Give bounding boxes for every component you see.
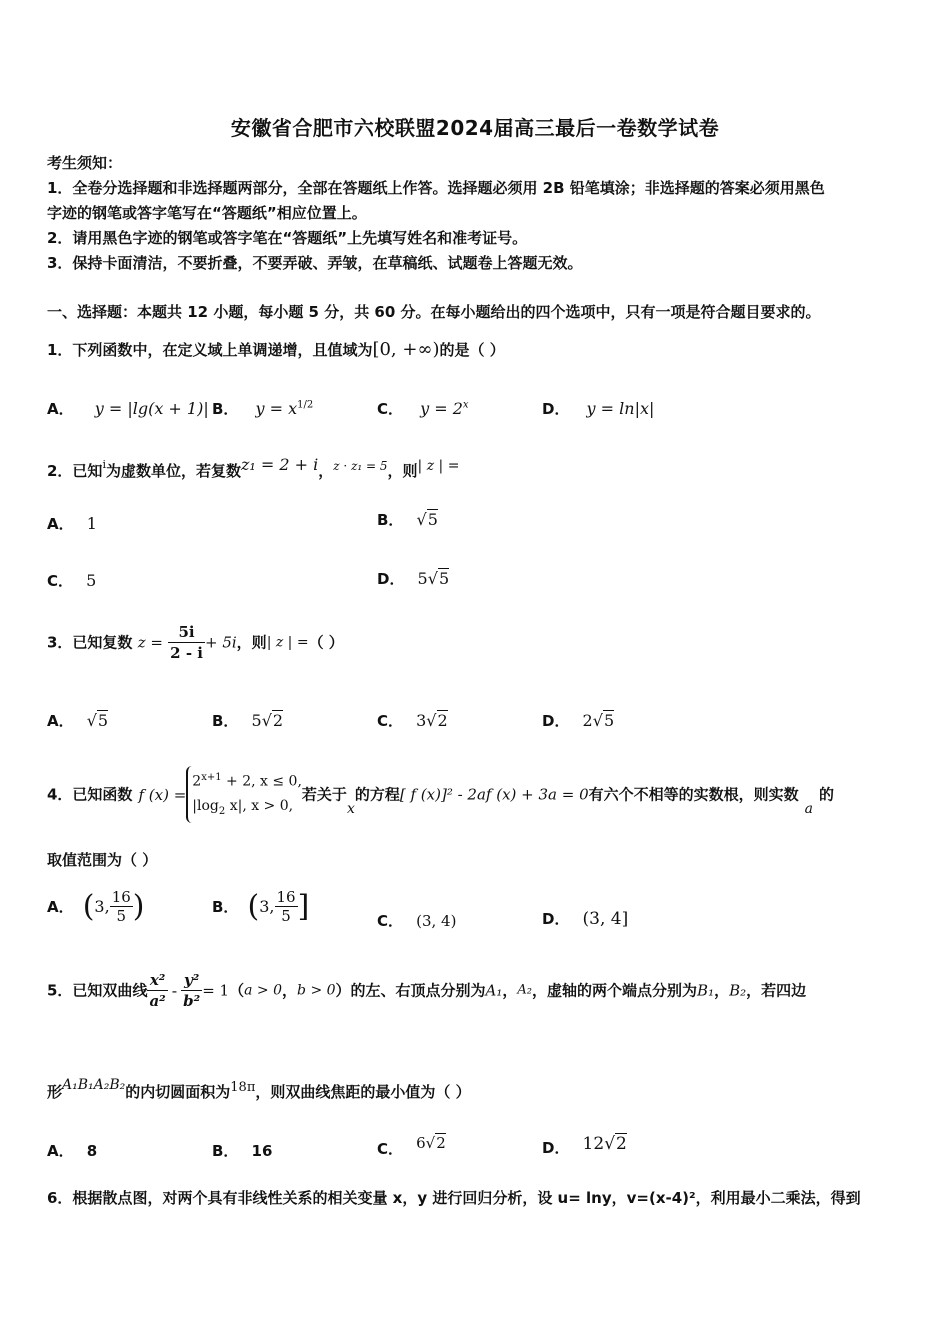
denominator: 5 xyxy=(116,907,126,925)
option-label: C． xyxy=(377,1140,404,1158)
q5-frac-x xyxy=(147,970,167,1011)
option-label: B． xyxy=(212,400,239,418)
option-coef: 3 xyxy=(416,711,427,730)
q5-option-d[interactable]: D． 12√2 xyxy=(542,1134,627,1157)
q5-stem-e: 形 xyxy=(47,1083,63,1101)
option-value: 5 xyxy=(86,571,97,590)
option-value: 8 xyxy=(86,1142,98,1160)
q5-frac-y xyxy=(181,970,202,1011)
q3-fraction xyxy=(168,622,205,663)
question-5-stem-cont xyxy=(47,1075,471,1102)
notice-item: 3．保持卡面清洁，不要折叠，不要弄破、弄皱，在草稿纸、试题卷上答题无效。 xyxy=(47,254,583,272)
q3-plus: + 5i xyxy=(204,633,237,652)
option-value: y = |lg(x + 1)| xyxy=(94,399,209,418)
q2-cond: z · z₁ = 5 xyxy=(333,459,388,473)
option-value: 16 xyxy=(251,1142,273,1160)
option-value: y = ln|x| xyxy=(586,399,655,418)
q2-option-c[interactable] xyxy=(47,570,96,591)
q1-option-d[interactable] xyxy=(542,398,654,419)
q4-stem-f: 取值范围为（ ） xyxy=(47,851,158,869)
question-3-stem xyxy=(47,622,344,663)
case1-rest: + 2, x ≤ 0, xyxy=(221,773,302,790)
q2-option-b[interactable]: B． √5 xyxy=(377,510,438,529)
q5-B1: B₁ xyxy=(697,981,715,1000)
q1-option-b[interactable] xyxy=(212,398,313,419)
exponent: 1/2 xyxy=(297,399,314,411)
numerator: x² xyxy=(147,970,167,991)
q2-z1: z₁ = 2 + i xyxy=(240,455,319,474)
case2-sub: 2 xyxy=(218,805,226,817)
q5-stem-b: ）的左、右顶点分别为 xyxy=(335,981,486,1000)
q2-stem-c: ，则 xyxy=(387,462,418,480)
q5-option-b[interactable] xyxy=(212,1140,272,1161)
denominator: 2 - i xyxy=(170,644,203,662)
q1-stem-a: 1．下列函数中，在定义域上单调递增，且值域为 xyxy=(47,341,373,359)
option-label: D． xyxy=(542,712,570,730)
section-heading: 一、选择题：本题共 12 小题，每小题 5 分，共 60 分。在每小题给出的四个选项中，只有一项是符合题目要求的。 xyxy=(47,303,821,321)
option-coef: 5 xyxy=(251,711,262,730)
q4-option-b[interactable] xyxy=(212,888,309,925)
case2-rest: x|, x > 0, xyxy=(225,797,294,814)
q4-a: a xyxy=(804,801,814,818)
question-1-stem xyxy=(47,340,505,360)
q3-abs: | z | = xyxy=(266,634,309,651)
option-value: y = x xyxy=(255,399,298,418)
page-title: 安徽省合肥市六校联盟2024届高三最后一卷数学试卷 xyxy=(230,116,720,140)
notice-item: 1．全卷分选择题和非选择题两部分，全部在答题纸上作答。选择题必须用 2B 铅笔填涂；非选择题的答案必须用黑色 xyxy=(47,179,825,197)
option-label: C． xyxy=(377,712,404,730)
q5-stem-c: ，虚轴的两个端点分别为 xyxy=(532,981,698,1000)
option-value: 2 xyxy=(272,711,284,730)
q3-stem-b: ，则 xyxy=(236,633,267,652)
exponent: x xyxy=(462,399,469,411)
option-label: B． xyxy=(212,712,239,730)
interval-start: 3, xyxy=(94,897,110,916)
case1-base: 2 xyxy=(192,773,202,790)
q5-option-c[interactable]: C． 6√2 xyxy=(377,1134,446,1158)
q3-option-d[interactable]: D． 2√5 xyxy=(542,711,615,730)
q2-option-d[interactable]: D． 5√5 xyxy=(377,569,450,588)
numerator: 16 xyxy=(111,888,131,906)
option-label: D． xyxy=(542,910,570,928)
numerator: 16 xyxy=(276,888,296,906)
option-label: B． xyxy=(212,1142,239,1160)
denominator: a² xyxy=(149,992,166,1010)
option-label: A． xyxy=(47,898,74,916)
bracket-right: ] xyxy=(297,889,310,924)
q5-stem-g: ，则双曲线焦距的最小值为（ ） xyxy=(255,1083,471,1101)
q3-option-c[interactable]: C． 3√2 xyxy=(377,711,448,730)
numerator: 5i xyxy=(168,622,205,643)
q5-stem-d: ，若四边 xyxy=(746,981,807,1000)
option-value: 5 xyxy=(438,569,450,588)
q4-option-d[interactable] xyxy=(542,908,628,929)
q5-B2: B₂ xyxy=(729,981,747,1000)
q4-stem-b: 若关于 xyxy=(301,785,347,804)
q4-option-c[interactable] xyxy=(377,910,456,931)
q2-i: i xyxy=(102,458,106,471)
q3-z-eq: z = xyxy=(137,633,163,652)
case2-base: |log xyxy=(192,797,219,814)
q4-eq: [ f (x)]² - 2af (x) + 3a = 0 xyxy=(399,785,589,804)
q5-stem-a: 5．已知双曲线 xyxy=(47,981,148,1000)
q5-a-pos: a > 0 xyxy=(244,982,283,999)
q5-stem-f: 的内切圆面积为 xyxy=(125,1083,231,1101)
q3-stem-a: 3．已知复数 xyxy=(47,633,133,652)
q5-b-pos: b > 0 xyxy=(297,982,336,999)
q2-abs: | z | = xyxy=(417,458,460,474)
option-label: C． xyxy=(377,400,404,418)
option-value: 1 xyxy=(86,514,97,533)
option-label: B． xyxy=(212,898,239,916)
option-label: A． xyxy=(47,712,74,730)
q2-option-a[interactable] xyxy=(47,513,97,534)
q4-stem-d: 有六个不相等的实数根，则实数 xyxy=(588,785,799,804)
q3-option-b[interactable]: B． 5√2 xyxy=(212,711,284,730)
q5-cond-a: （ xyxy=(229,981,245,1000)
q5-area: 18π xyxy=(230,1080,256,1095)
q2-stem-b: 为虚数单位，若复数 xyxy=(105,462,241,480)
option-label: B． xyxy=(377,511,404,529)
option-value: y = 2 xyxy=(420,399,463,418)
option-fraction xyxy=(275,888,298,925)
q5-A1: A₁ xyxy=(485,981,503,1000)
q1-option-c[interactable] xyxy=(377,398,469,419)
q2-comma: ， xyxy=(318,462,334,480)
paren-left: ( xyxy=(82,889,95,924)
denominator: b² xyxy=(183,992,201,1010)
q5-A2: A₂ xyxy=(517,982,533,998)
q4-piecewise xyxy=(186,766,302,823)
option-label: D． xyxy=(377,570,405,588)
q5-comma: ， xyxy=(502,981,518,1000)
notice-item: 字迹的钢笔或答字笔写在“答题纸”相应位置上。 xyxy=(47,204,367,222)
option-coef: 5 xyxy=(417,569,428,588)
question-5-stem xyxy=(47,970,806,1011)
q4-fx: f (x) = xyxy=(138,785,187,804)
option-coef: 12 xyxy=(582,1134,605,1154)
option-label: A． xyxy=(47,1142,74,1160)
option-label: A． xyxy=(47,400,74,418)
option-label: C． xyxy=(47,572,74,590)
q5-option-a[interactable] xyxy=(47,1140,97,1161)
q1-range: [0, +∞) xyxy=(372,339,440,360)
q1-option-a[interactable] xyxy=(47,398,209,419)
case1-exp: x+1 xyxy=(201,772,222,783)
q5-cond-b: ， xyxy=(282,981,298,1000)
question-6-stem: 6．根据散点图，对两个具有非线性关系的相关变量 x，y 进行回归分析，设 u= lny，v=(x-4)²，利用最小二乘法，得到 xyxy=(47,1189,861,1207)
option-label: D． xyxy=(542,1139,570,1157)
question-4-stem xyxy=(47,766,834,823)
option-value: 2 xyxy=(437,711,448,730)
denominator: 5 xyxy=(281,907,291,925)
option-coef: 2 xyxy=(582,711,593,730)
option-value: 5 xyxy=(603,711,615,730)
option-value: 2 xyxy=(616,1134,627,1154)
option-value: 5 xyxy=(427,510,438,529)
q3-option-a[interactable]: A． √5 xyxy=(47,711,109,730)
notice-item: 2．请用黑色字迹的钢笔或答字笔在“答题纸”上先填写姓名和准考证号。 xyxy=(47,229,528,247)
paren-left: ( xyxy=(247,889,260,924)
interval-start: 3, xyxy=(259,897,275,916)
paren-right: ) xyxy=(132,889,145,924)
option-value: 5 xyxy=(97,711,109,730)
option-value: (3, 4] xyxy=(582,909,629,929)
option-value: 2 xyxy=(436,1134,446,1152)
q4-x: x xyxy=(346,801,355,818)
option-fraction xyxy=(110,888,133,925)
option-label: A． xyxy=(47,515,74,533)
q5-quad: A₁B₁A₂B₂ xyxy=(62,1077,126,1093)
q5-minus: - xyxy=(171,980,178,1000)
q1-stem-b: 的是（ ） xyxy=(439,341,505,359)
q4-stem-e: 的 xyxy=(819,785,835,804)
q3-stem-c: （ ） xyxy=(308,633,344,652)
notice-heading: 考生须知： xyxy=(47,154,123,172)
q4-option-a[interactable] xyxy=(47,888,145,925)
q2-stem-a: 2．已知 xyxy=(47,462,103,480)
q5-eq1: = 1 xyxy=(202,981,230,1000)
q4-stem-a: 4．已知函数 xyxy=(47,785,133,804)
question-2-stem xyxy=(47,455,459,481)
option-value: (3, 4) xyxy=(416,912,457,930)
option-label: C． xyxy=(377,912,404,930)
q5-comma: ， xyxy=(714,981,730,1000)
option-label: D． xyxy=(542,400,570,418)
option-coef: 6 xyxy=(416,1134,426,1152)
numerator: y² xyxy=(181,970,202,991)
q4-stem-c: 的方程 xyxy=(354,785,400,804)
